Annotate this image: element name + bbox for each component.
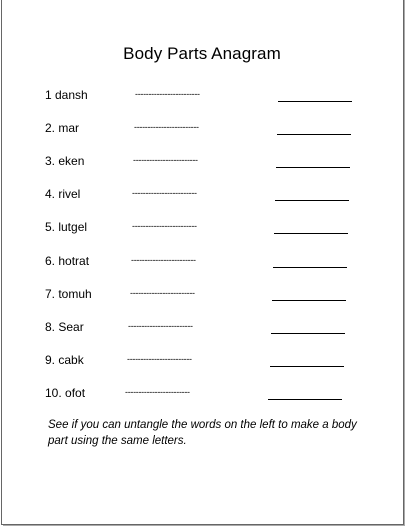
dashed-separator: ------------------------ xyxy=(132,221,197,231)
anagram-row xyxy=(2,187,402,203)
dashed-separator: ------------------------ xyxy=(132,188,197,198)
answer-blank xyxy=(277,134,351,135)
dashed-separator: ------------------------ xyxy=(130,288,195,298)
anagram-row xyxy=(2,386,402,402)
anagram-row xyxy=(2,154,402,170)
anagram-row xyxy=(2,121,402,137)
dashed-separator: ------------------------ xyxy=(125,387,190,397)
anagram-word: 9. cabk xyxy=(45,353,84,367)
dashed-separator: ------------------------ xyxy=(133,155,198,165)
dashed-separator: ------------------------ xyxy=(134,122,199,132)
anagram-word: 3. eken xyxy=(45,154,85,168)
dashed-separator: ------------------------ xyxy=(135,89,200,99)
anagram-row xyxy=(2,220,402,236)
answer-blank xyxy=(278,101,352,102)
anagram-row xyxy=(2,353,402,369)
worksheet-title: Body Parts Anagram xyxy=(123,44,281,63)
anagram-word: 2. mar xyxy=(45,121,80,135)
answer-blank xyxy=(270,366,344,367)
anagram-word: 7. tomuh xyxy=(45,287,92,301)
anagram-word: 6. hotrat xyxy=(45,254,90,268)
answer-blank xyxy=(271,333,345,334)
anagram-row xyxy=(2,88,402,104)
dashed-separator: ------------------------ xyxy=(131,255,196,265)
answer-blank xyxy=(275,200,349,201)
anagram-row xyxy=(2,320,402,336)
dashed-separator: ------------------------ xyxy=(128,321,193,331)
answer-blank xyxy=(272,300,346,301)
dashed-separator: ------------------------ xyxy=(127,354,192,364)
answer-blank xyxy=(276,167,350,168)
answer-blank xyxy=(274,233,348,234)
anagram-word: 8. Sear xyxy=(45,320,84,334)
answer-blank xyxy=(268,399,342,400)
anagram-word: 5. lutgel xyxy=(45,220,88,234)
anagram-row xyxy=(2,254,402,270)
anagram-word: 1 dansh xyxy=(45,88,88,102)
answer-blank xyxy=(273,267,347,268)
anagram-word: 10. ofot xyxy=(45,386,86,400)
anagram-row xyxy=(2,287,402,303)
instructions-text: See if you can untangle the words on the left to make a body part using the same letters. xyxy=(48,419,357,447)
worksheet-page xyxy=(1,0,404,525)
anagram-word: 4. rivel xyxy=(45,187,81,201)
